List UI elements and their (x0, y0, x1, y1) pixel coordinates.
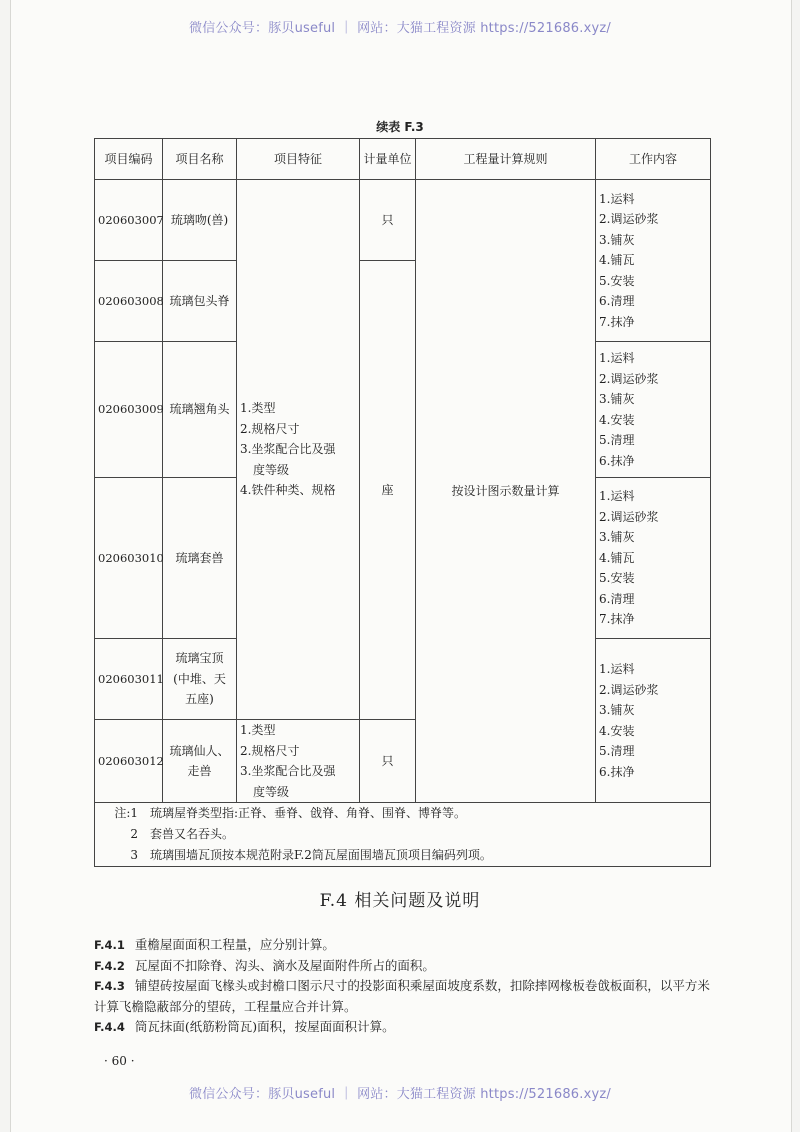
item-unit: 座 (360, 261, 416, 720)
page-number: · 60 · (104, 1054, 135, 1068)
item-name: 琉璃仙人、 走兽 (163, 720, 237, 803)
clause-item: F.4.3 铺望砖按屋面飞椽头或封檐口图示尺寸的投影面积乘屋面坡度系数，扣除摔网椽板卷戗板面积，以平方米计算飞檐隐蔽部分的望砖，工程量应合并计算。 (94, 978, 710, 1014)
item-code: 020603007 (95, 180, 163, 261)
header-cell: 计量单位 (360, 139, 416, 180)
table-caption: 续表 F.3 (376, 120, 424, 134)
work-content: 1.运料 2.调运砂浆 3.铺灰 4.铺瓦 5.安装 6.清理 7.抹净 (596, 180, 711, 342)
section-title: F.4 相关问题及说明 (319, 891, 481, 911)
item-code: 020603010 (95, 478, 163, 639)
note-item: 注:1 琉璃屋脊类型指:正脊、垂脊、戗脊、角脊、围脊、博脊等。 (114, 806, 467, 820)
watermark-top: 微信公众号：豚贝useful ｜ 网站：大猫工程资源 https://521686.xyz/ (189, 21, 611, 36)
header-cell: 工程量计算规则 (416, 139, 596, 180)
work-content: 1.运料 2.调运砂浆 3.铺灰 4.铺瓦 5.安装 6.清理 7.抹净 (596, 478, 711, 639)
item-name: 琉璃翘角头 (163, 342, 237, 478)
item-features: 1.类型 2.规格尺寸 3.坐浆配合比及强 度等级 (237, 720, 360, 803)
item-code: 020603012 (95, 720, 163, 803)
clause-item: F.4.1 重檐屋面面积工程量，应分别计算。 (94, 937, 335, 952)
header-cell: 工作内容 (596, 139, 711, 180)
item-name: 琉璃包头脊 (163, 261, 237, 342)
item-code: 020603011 (95, 639, 163, 720)
item-code: 020603008 (95, 261, 163, 342)
note-item: 2 套兽又名吞头。 (130, 827, 235, 841)
work-content: 1.运料 2.调运砂浆 3.铺灰 4.安装 5.清理 6.抹净 (596, 639, 711, 803)
table-header-row (95, 139, 711, 180)
item-unit: 只 (360, 180, 416, 261)
calculation-rule: 按设计图示数量计算 (416, 180, 596, 803)
watermark-bottom: 微信公众号：豚贝useful ｜ 网站：大猫工程资源 https://521686.xyz/ (189, 1087, 611, 1102)
item-name: 琉璃吻(兽) (163, 180, 237, 261)
note-item: 3 琉璃围墙瓦顶按本规范附录F.2筒瓦屋面围墙瓦顶项目编码列项。 (130, 848, 492, 862)
specification-table (94, 138, 711, 867)
item-name: 琉璃套兽 (163, 478, 237, 639)
clause-list (94, 935, 714, 1038)
header-cell: 项目编码 (95, 139, 163, 180)
table-notes (95, 803, 711, 867)
table-row (95, 180, 711, 261)
item-unit: 只 (360, 720, 416, 803)
header-cell: 项目特征 (237, 139, 360, 180)
work-content: 1.运料 2.调运砂浆 3.铺灰 4.安装 5.清理 6.抹净 (596, 342, 711, 478)
notes-row (95, 803, 711, 867)
clause-item: F.4.4 筒瓦抹面(纸筋粉筒瓦)面积，按屋面面积计算。 (94, 1019, 395, 1034)
item-name: 琉璃宝顶 (中堆、天 五座) (163, 639, 237, 720)
header-cell: 项目名称 (163, 139, 237, 180)
item-features: 1.类型 2.规格尺寸 3.坐浆配合比及强 度等级 4.铁件种类、规格 (237, 180, 360, 720)
item-code: 020603009 (95, 342, 163, 478)
clause-item: F.4.2 瓦屋面不扣除脊、沟头、滴水及屋面附件所占的面积。 (94, 957, 435, 973)
